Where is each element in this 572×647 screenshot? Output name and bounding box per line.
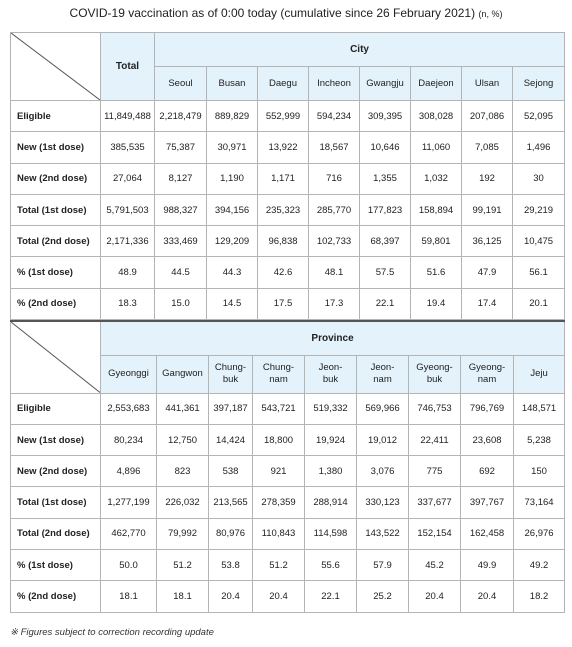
data-cell: 96,838: [258, 226, 309, 257]
table-row: [11, 393, 565, 424]
table-row: [11, 456, 565, 487]
data-cell: 14,424: [209, 424, 253, 455]
vaccination-tables: [10, 32, 564, 613]
data-cell: 10,646: [360, 132, 411, 163]
data-cell: 22.1: [360, 288, 411, 319]
data-cell: 213,565: [209, 487, 253, 518]
row-label: Total (1st dose): [11, 194, 101, 225]
data-cell: 330,123: [357, 487, 409, 518]
total-header: Total: [101, 33, 155, 101]
row-label: New (1st dose): [11, 424, 101, 455]
data-cell: 52,095: [513, 101, 565, 132]
data-cell: 68,397: [360, 226, 411, 257]
data-cell: 716: [309, 163, 360, 194]
table-row: [11, 194, 565, 225]
data-cell: 226,032: [157, 487, 209, 518]
column-header: [101, 355, 157, 393]
data-cell: 18.1: [157, 581, 209, 612]
data-cell: 309,395: [360, 101, 411, 132]
data-cell: 796,769: [461, 393, 514, 424]
data-cell: 746,753: [409, 393, 461, 424]
column-header: [409, 355, 461, 393]
data-cell: 569,966: [357, 393, 409, 424]
data-cell: 19.4: [411, 288, 462, 319]
data-cell: 110,843: [253, 518, 305, 549]
data-cell: 337,677: [409, 487, 461, 518]
data-cell: 17.3: [309, 288, 360, 319]
data-cell: 192: [462, 163, 513, 194]
data-cell: 14.5: [207, 288, 258, 319]
data-cell: 18,800: [253, 424, 305, 455]
data-cell: 162,458: [461, 518, 514, 549]
data-cell: 47.9: [462, 257, 513, 288]
table-row: [11, 550, 565, 581]
province-header-row: [11, 321, 565, 355]
column-header-line: Gyeong-: [468, 362, 506, 374]
data-cell: 51.2: [157, 550, 209, 581]
data-cell: 49.9: [461, 550, 514, 581]
data-cell: 73,164: [514, 487, 565, 518]
data-cell: 57.5: [360, 257, 411, 288]
column-header: [305, 355, 357, 393]
data-cell: 441,361: [157, 393, 209, 424]
data-cell: 23,608: [461, 424, 514, 455]
data-cell: 51.6: [411, 257, 462, 288]
total-cell: 5,791,503: [101, 194, 155, 225]
column-header-line: nam: [269, 374, 288, 386]
table-row: [11, 581, 565, 612]
column-header: Ulsan: [462, 67, 513, 101]
column-header: Sejong: [513, 67, 565, 101]
title-text: COVID-19 vaccination as of 0:00 today (cumulative since 26 February 2021): [69, 6, 476, 20]
data-cell: 397,767: [461, 487, 514, 518]
row-label: Total (1st dose): [11, 487, 101, 518]
data-cell: 44.5: [155, 257, 207, 288]
row-label: New (2nd dose): [11, 456, 101, 487]
data-cell: 80,976: [209, 518, 253, 549]
data-cell: 2,553,683: [101, 393, 157, 424]
data-cell: 11,060: [411, 132, 462, 163]
data-cell: 42.6: [258, 257, 309, 288]
data-cell: 150: [514, 456, 565, 487]
city-table: [10, 32, 565, 320]
data-cell: 18.2: [514, 581, 565, 612]
data-cell: 462,770: [101, 518, 157, 549]
city-group-header: City: [155, 33, 565, 67]
column-header-line: buk: [426, 374, 443, 386]
column-header-line: buk: [222, 374, 239, 386]
row-label: Eligible: [11, 101, 101, 132]
data-cell: 148,571: [514, 393, 565, 424]
data-cell: 143,522: [357, 518, 409, 549]
column-header-line: Jeju: [530, 368, 548, 380]
data-cell: 278,359: [253, 487, 305, 518]
data-cell: 2,218,479: [155, 101, 207, 132]
data-cell: 20.4: [209, 581, 253, 612]
table-row: [11, 487, 565, 518]
data-cell: 4,896: [101, 456, 157, 487]
corner-cell: [11, 321, 101, 393]
total-cell: 48.9: [101, 257, 155, 288]
data-cell: 519,332: [305, 393, 357, 424]
total-cell: 27,064: [101, 163, 155, 194]
data-cell: 594,234: [309, 101, 360, 132]
data-cell: 114,598: [305, 518, 357, 549]
data-cell: 158,894: [411, 194, 462, 225]
data-cell: 889,829: [207, 101, 258, 132]
data-cell: 177,823: [360, 194, 411, 225]
data-cell: 7,085: [462, 132, 513, 163]
column-header-line: Jeon-: [318, 362, 343, 374]
data-cell: 17.5: [258, 288, 309, 319]
data-cell: 25.2: [357, 581, 409, 612]
data-cell: 1,032: [411, 163, 462, 194]
data-cell: 1,190: [207, 163, 258, 194]
column-header-line: Chung-: [214, 362, 247, 374]
data-cell: 29,219: [513, 194, 565, 225]
data-cell: 1,277,199: [101, 487, 157, 518]
diagonal-line: [11, 33, 100, 100]
title-unit: (n, %): [478, 9, 503, 19]
data-cell: 13,922: [258, 132, 309, 163]
data-cell: 20.4: [461, 581, 514, 612]
data-cell: 79,992: [157, 518, 209, 549]
table-row: [11, 518, 565, 549]
data-cell: 80,234: [101, 424, 157, 455]
data-cell: 20.4: [409, 581, 461, 612]
data-cell: 17.4: [462, 288, 513, 319]
data-cell: 53.8: [209, 550, 253, 581]
data-cell: 394,156: [207, 194, 258, 225]
column-header: [461, 355, 514, 393]
data-cell: 55.6: [305, 550, 357, 581]
data-cell: 44.3: [207, 257, 258, 288]
corner-cell: [11, 33, 101, 101]
column-header-line: Gyeonggi: [108, 368, 149, 380]
column-header-line: Gyeong-: [416, 362, 453, 374]
data-cell: 308,028: [411, 101, 462, 132]
column-header-line: Jeon-: [370, 362, 395, 374]
data-cell: 51.2: [253, 550, 305, 581]
row-label: New (2nd dose): [11, 163, 101, 194]
diagonal-line: [11, 322, 100, 393]
data-cell: 288,914: [305, 487, 357, 518]
table-row: [11, 101, 565, 132]
province-group-header: Province: [101, 321, 565, 355]
data-cell: 10,475: [513, 226, 565, 257]
data-cell: 99,191: [462, 194, 513, 225]
column-header-line: Chung-: [262, 362, 295, 374]
data-cell: 50.0: [101, 550, 157, 581]
data-cell: 18,567: [309, 132, 360, 163]
row-label: % (2nd dose): [11, 288, 101, 319]
column-header: [209, 355, 253, 393]
row-label: Total (2nd dose): [11, 518, 101, 549]
data-cell: 543,721: [253, 393, 305, 424]
data-cell: 207,086: [462, 101, 513, 132]
table-row: [11, 226, 565, 257]
column-header-line: nam: [373, 374, 392, 386]
column-header-line: Gangwon: [162, 368, 203, 380]
table-row: [11, 288, 565, 319]
data-cell: 20.4: [253, 581, 305, 612]
data-cell: 59,801: [411, 226, 462, 257]
page-title: [0, 6, 572, 20]
data-cell: 538: [209, 456, 253, 487]
data-cell: 56.1: [513, 257, 565, 288]
data-cell: 19,924: [305, 424, 357, 455]
column-header: [357, 355, 409, 393]
total-cell: 2,171,336: [101, 226, 155, 257]
data-cell: 75,387: [155, 132, 207, 163]
data-cell: 823: [157, 456, 209, 487]
column-header: Daegu: [258, 67, 309, 101]
data-cell: 129,209: [207, 226, 258, 257]
data-cell: 921: [253, 456, 305, 487]
column-header: Incheon: [309, 67, 360, 101]
total-cell: 385,535: [101, 132, 155, 163]
data-cell: 988,327: [155, 194, 207, 225]
data-cell: 102,733: [309, 226, 360, 257]
data-cell: 15.0: [155, 288, 207, 319]
data-cell: 5,238: [514, 424, 565, 455]
table-row: [11, 163, 565, 194]
column-header-line: nam: [477, 374, 497, 386]
data-cell: 552,999: [258, 101, 309, 132]
row-label: % (2nd dose): [11, 581, 101, 612]
data-cell: 30: [513, 163, 565, 194]
data-cell: 26,976: [514, 518, 565, 549]
table-row: [11, 132, 565, 163]
data-cell: 57.9: [357, 550, 409, 581]
data-cell: 1,496: [513, 132, 565, 163]
column-header: Busan: [207, 67, 258, 101]
data-cell: 30,971: [207, 132, 258, 163]
data-cell: 152,154: [409, 518, 461, 549]
data-cell: 20.1: [513, 288, 565, 319]
data-cell: 8,127: [155, 163, 207, 194]
data-cell: 45.2: [409, 550, 461, 581]
data-cell: 3,076: [357, 456, 409, 487]
data-cell: 397,187: [209, 393, 253, 424]
column-header: [157, 355, 209, 393]
column-header: [253, 355, 305, 393]
data-cell: 22.1: [305, 581, 357, 612]
column-header: Daejeon: [411, 67, 462, 101]
data-cell: 285,770: [309, 194, 360, 225]
data-cell: 333,469: [155, 226, 207, 257]
column-header: Gwangju: [360, 67, 411, 101]
data-cell: 36,125: [462, 226, 513, 257]
table-row: [11, 257, 565, 288]
data-cell: 235,323: [258, 194, 309, 225]
data-cell: 775: [409, 456, 461, 487]
data-cell: 692: [461, 456, 514, 487]
row-label: Total (2nd dose): [11, 226, 101, 257]
data-cell: 18.1: [101, 581, 157, 612]
row-label: New (1st dose): [11, 132, 101, 163]
row-label: % (1st dose): [11, 550, 101, 581]
row-label: Eligible: [11, 393, 101, 424]
column-header: [514, 355, 565, 393]
data-cell: 1,380: [305, 456, 357, 487]
data-cell: 12,750: [157, 424, 209, 455]
data-cell: 1,171: [258, 163, 309, 194]
data-cell: 48.1: [309, 257, 360, 288]
total-cell: 11,849,488: [101, 101, 155, 132]
column-header: Seoul: [155, 67, 207, 101]
footnote: ※ Figures subject to correction recording update: [10, 627, 214, 638]
total-cell: 18.3: [101, 288, 155, 319]
data-cell: 49.2: [514, 550, 565, 581]
province-table: [10, 320, 565, 613]
column-header-line: buk: [322, 374, 339, 386]
data-cell: 22,411: [409, 424, 461, 455]
row-label: % (1st dose): [11, 257, 101, 288]
table-row: [11, 424, 565, 455]
data-cell: 19,012: [357, 424, 409, 455]
data-cell: 1,355: [360, 163, 411, 194]
